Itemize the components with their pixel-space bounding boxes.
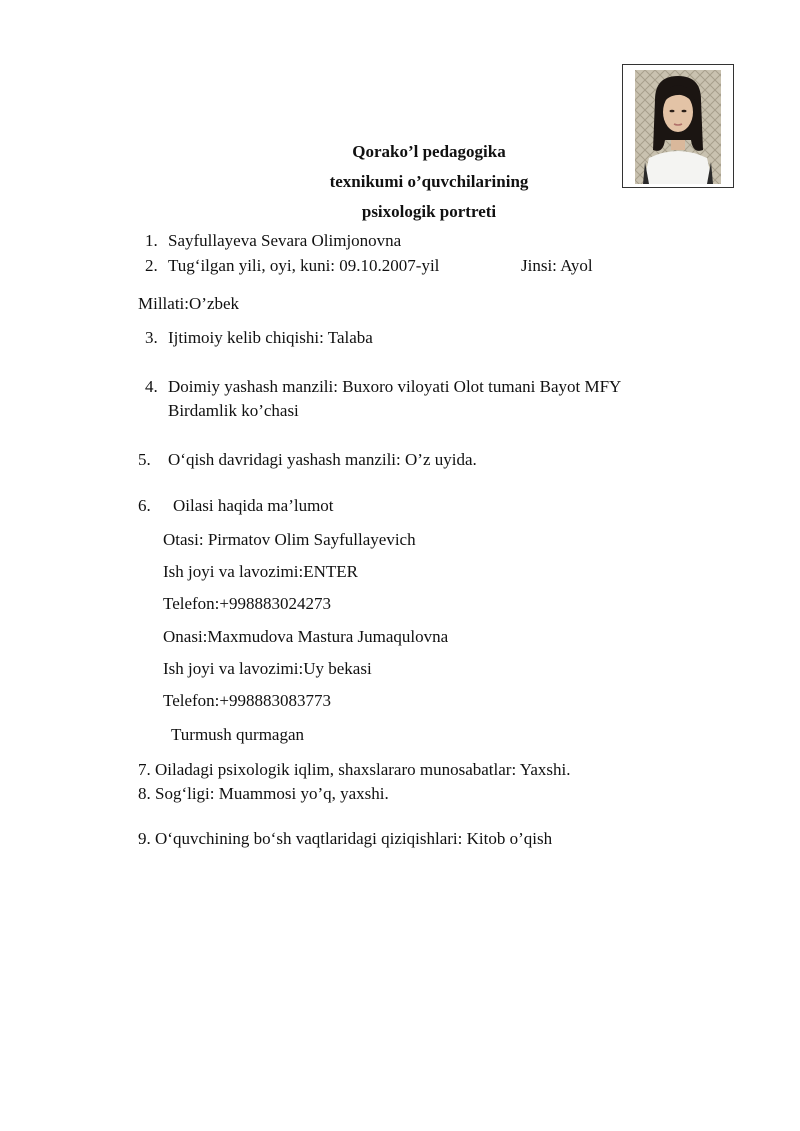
item-5-number: 5. (138, 450, 151, 469)
item-7-psych-climate: 7. Oiladagi psixologik iqlim, shaxslararo munosabatlar: Yaxshi. (138, 760, 571, 779)
item-6-family-info: Oilasi haqida ma’lumot (173, 496, 334, 515)
student-photo (622, 64, 734, 188)
father-job: Ish joyi va lavozimi:ENTER (163, 562, 358, 581)
item-2-birth-date: Tug‘ilgan yili, oyi, kuni: 09.10.2007-yil (168, 256, 440, 275)
item-9-hobbies: 9. O‘quvchining bo‘sh vaqtlaridagi qiziqishlari: Kitob o’qish (138, 829, 553, 848)
item-2-number: 2. (145, 256, 158, 275)
portrait-photo-icon (635, 70, 721, 184)
item-2-gender: Jinsi: Ayol (521, 256, 593, 275)
item-3-number: 3. (145, 328, 158, 347)
item-8-health: 8. Sog‘ligi: Muammosi yo’q, yaxshi. (138, 784, 389, 803)
title-line-2: texnikumi o’quvchilarining (329, 172, 529, 191)
item-4-address-line-2: Birdamlik ko’chasi (168, 401, 299, 420)
mother-name: Onasi:Maxmudova Mastura Jumaqulovna (163, 627, 449, 646)
item-6-number: 6. (138, 496, 151, 515)
father-phone: Telefon:+998883024273 (163, 594, 331, 613)
item-4-address-line-1: Doimiy yashash manzili: Buxoro viloyati Olot tumani Bayot MFY (168, 377, 622, 396)
item-1-full-name: Sayfullayeva Sevara Olimjonovna (168, 231, 402, 250)
nationality: Millati:O’zbek (138, 294, 240, 313)
item-3-social-origin: Ijtimoiy kelib chiqishi: Talaba (168, 328, 373, 347)
title-line-1: Qorako’l pedagogika (352, 142, 506, 161)
father-name: Otasi: Pirmatov Olim Sayfullayevich (163, 530, 416, 549)
item-1-number: 1. (145, 231, 158, 250)
marital-status: Turmush qurmagan (171, 725, 305, 744)
mother-job: Ish joyi va lavozimi:Uy bekasi (163, 659, 372, 678)
item-5-study-address: O‘qish davridagi yashash manzili: O’z uyida. (168, 450, 477, 469)
mother-phone: Telefon:+998883083773 (163, 691, 331, 710)
item-4-number: 4. (145, 377, 158, 396)
title-line-3: psixologik portreti (361, 202, 497, 221)
